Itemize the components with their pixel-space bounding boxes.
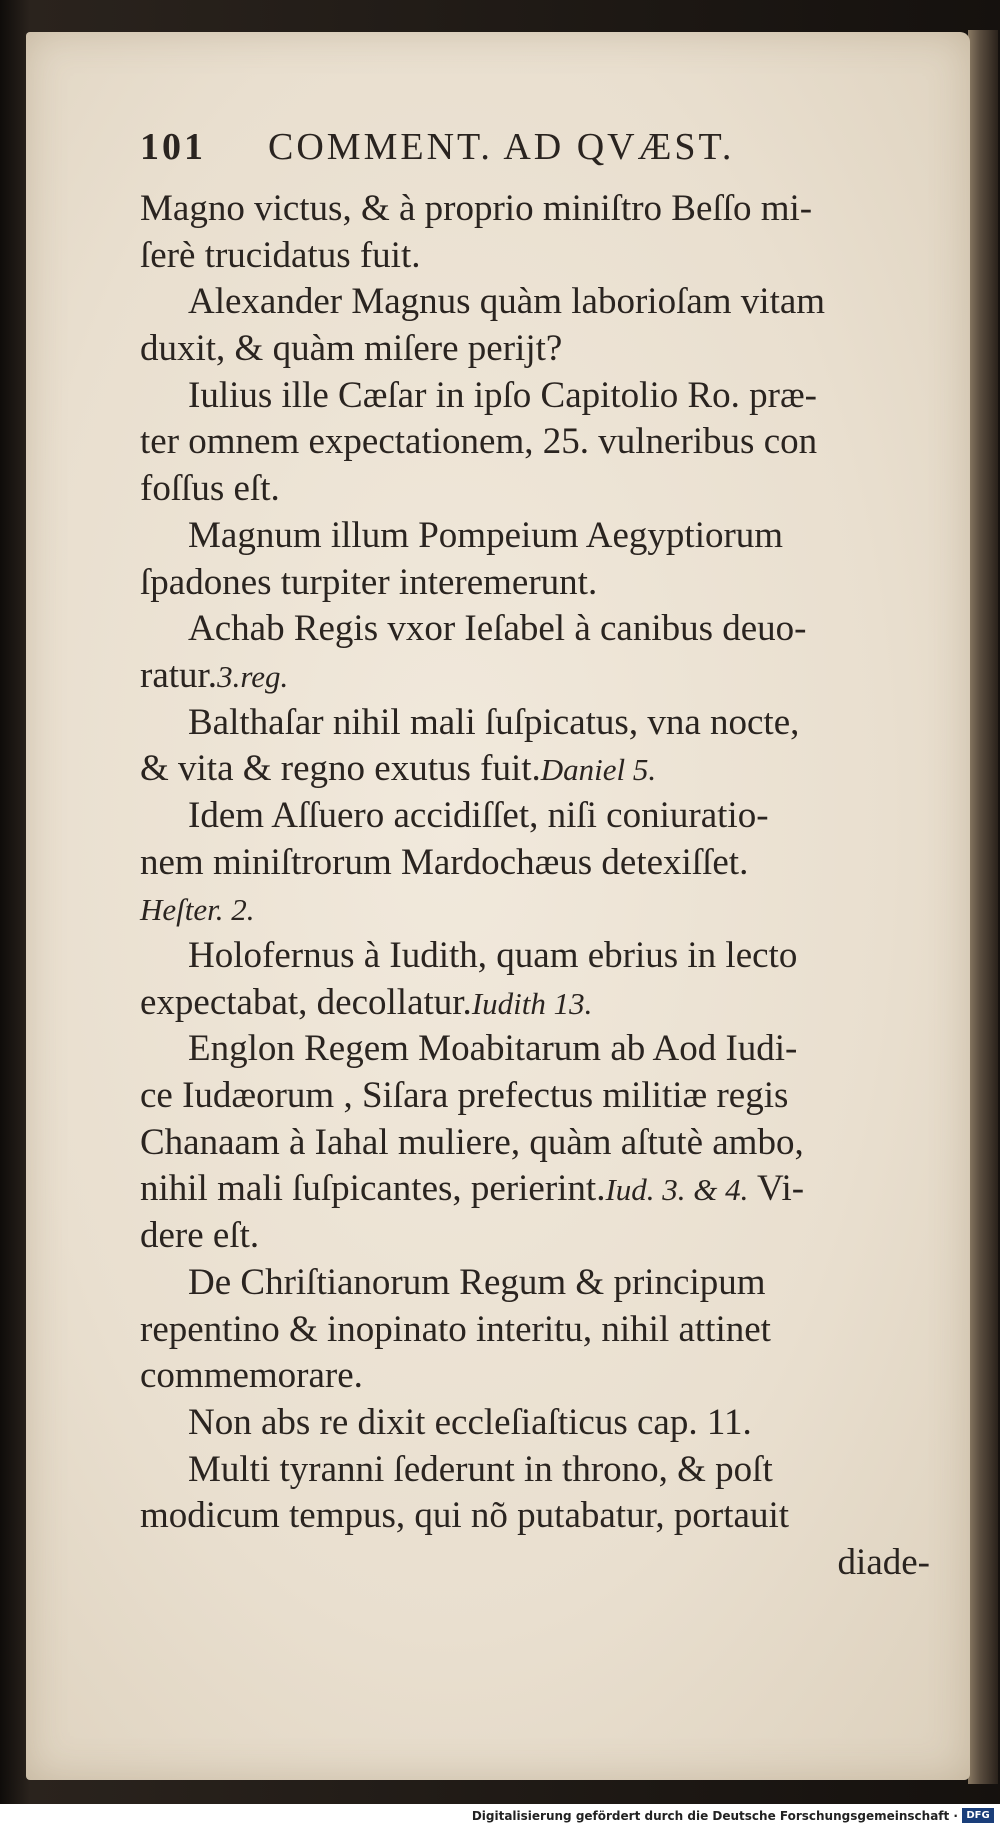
text-line bbox=[140, 886, 930, 933]
text-line bbox=[140, 1026, 930, 1073]
text-line bbox=[140, 746, 930, 793]
line-text: Balthaſar nihil mali ſuſpicatus, vna nocte, bbox=[188, 701, 800, 743]
line-text: Multi tyranni ſederunt in throno, & poſt bbox=[188, 1448, 773, 1490]
text-line bbox=[140, 1353, 930, 1400]
line-text: ſpadones turpiter interemerunt. bbox=[140, 561, 598, 603]
line-text: & vita & regno exutus fuit. bbox=[140, 748, 541, 790]
line-text: ter omnem expectationem, 25. vulneribus con bbox=[140, 421, 818, 463]
line-text: foſſus eſt. bbox=[140, 468, 280, 510]
line-text: duxit, & quàm miſere perijt? bbox=[140, 328, 563, 370]
line-text: Chanaam à Iahal muliere, quàm aſtutè ambo, bbox=[140, 1121, 804, 1163]
line-text: Englon Regem Moabitarum ab Aod Iudi- bbox=[188, 1028, 798, 1070]
text-line bbox=[140, 793, 930, 840]
line-text: expectabat, decollatur. bbox=[140, 981, 472, 1023]
text-line bbox=[140, 700, 930, 747]
text-line bbox=[140, 466, 930, 513]
text-line bbox=[140, 186, 930, 233]
digitization-credit: Digitalisierung gefördert durch die Deutsche Forschungsgemeinschaft · bbox=[471, 1809, 958, 1823]
line-text: ce Iudæorum , Siſara prefectus militiæ regis bbox=[140, 1075, 789, 1117]
page-header bbox=[140, 125, 840, 175]
text-line bbox=[140, 279, 930, 326]
text-line bbox=[140, 840, 930, 887]
line-text: Achab Regis vxor Ieſabel à canibus deuo- bbox=[188, 608, 807, 650]
text-line bbox=[140, 1166, 930, 1213]
line-text: Alexander Magnus quàm laborioſam vitam bbox=[188, 281, 826, 323]
text-line bbox=[140, 233, 930, 280]
line-text: Holofernus à Iudith, quam ebrius in lecto bbox=[188, 935, 798, 976]
text-line bbox=[140, 513, 930, 560]
scripture-reference: Heſter. 2. bbox=[140, 892, 255, 928]
scripture-reference: 3.reg. bbox=[217, 658, 289, 694]
line-text: nem miniſtrorum Mardochæus detexiſſet. bbox=[140, 841, 749, 883]
text-block bbox=[140, 186, 930, 1587]
text-line bbox=[140, 606, 930, 653]
scripture-reference: Daniel 5. bbox=[540, 752, 657, 788]
text-line bbox=[140, 1493, 930, 1540]
text-line bbox=[140, 1073, 930, 1120]
text-line bbox=[140, 326, 930, 373]
line-text: De Chriſtianorum Regum & principum bbox=[188, 1261, 766, 1303]
text-line bbox=[140, 653, 930, 700]
text-line bbox=[140, 419, 930, 466]
text-line bbox=[140, 1260, 930, 1307]
line-text: Idem Aſſuero accidiſſet, niſi coniuratio- bbox=[188, 794, 769, 836]
line-text: nihil mali ſuſpicantes, perierint. bbox=[140, 1168, 606, 1210]
line-text: modicum tempus, qui nõ putabatur, portauit bbox=[140, 1495, 789, 1537]
line-text: dere eſt. bbox=[140, 1215, 260, 1257]
text-line bbox=[140, 1213, 930, 1260]
text-line bbox=[140, 373, 930, 420]
running-head: COMMENT. AD QVÆST. bbox=[268, 126, 735, 168]
line-text: commemorare. bbox=[140, 1355, 363, 1397]
text-line bbox=[140, 1400, 930, 1447]
text-line bbox=[140, 1120, 930, 1167]
page-number: 101 bbox=[140, 126, 206, 168]
line-text: diade- bbox=[837, 1541, 930, 1583]
line-text: Non abs re dixit eccleſiaſticus cap. 11. bbox=[188, 1401, 752, 1443]
dfg-logo: DFG bbox=[962, 1808, 994, 1823]
line-text: Magnum illum Pompeium Aegyptiorum bbox=[188, 514, 784, 556]
scripture-reference: Iudith 13. bbox=[471, 985, 593, 1021]
line-text: Magno victus, & à proprio miniſtro Beſſo mi- bbox=[140, 188, 813, 229]
text-line bbox=[140, 560, 930, 607]
scripture-reference: Iud. 3. & 4. bbox=[605, 1172, 749, 1208]
line-text: ratur. bbox=[140, 654, 218, 696]
text-line bbox=[140, 1447, 930, 1494]
text-line bbox=[140, 980, 930, 1027]
text-line bbox=[140, 933, 930, 980]
line-text: repentino & inopinato interitu, nihil attinet bbox=[140, 1308, 771, 1350]
line-text: Iulius ille Cæſar in ipſo Capitolio Ro. præ- bbox=[188, 374, 817, 416]
footer-bar bbox=[0, 1804, 1000, 1828]
page-edge bbox=[968, 30, 998, 1784]
text-line bbox=[140, 1307, 930, 1354]
text-line bbox=[140, 1540, 930, 1587]
line-tail: Vi- bbox=[748, 1168, 805, 1210]
line-text: ſerè trucidatus fuit. bbox=[140, 234, 421, 276]
